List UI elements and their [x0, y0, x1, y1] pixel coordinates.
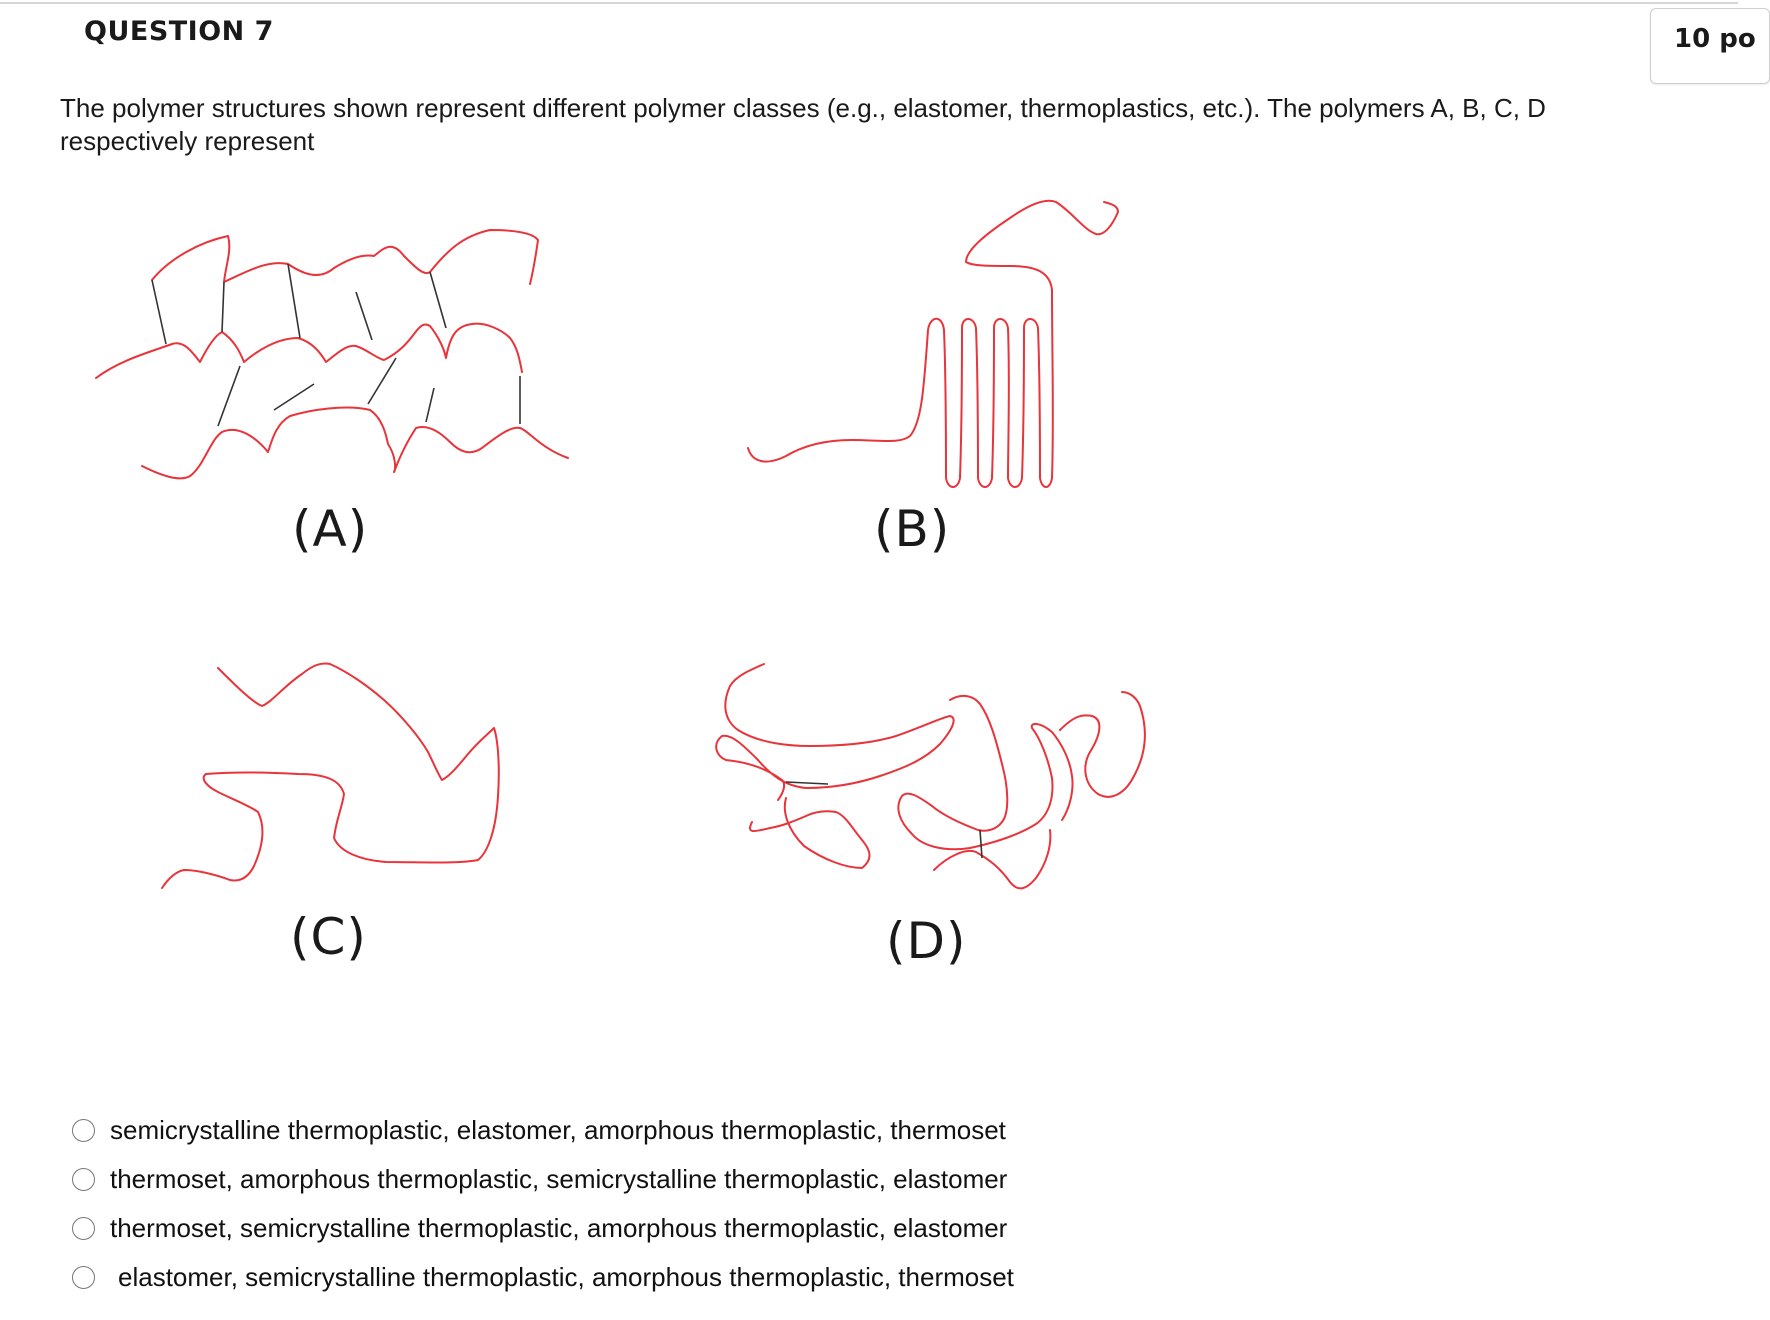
chain-d-1: [716, 664, 953, 800]
crosslink-a-2: [222, 282, 224, 332]
question-prompt: The polymer structures shown represent different polymer classes (e.g., elastomer, thermoplastics, etc.). The polymers A, B, C, D respectively represent: [60, 93, 1546, 156]
chain-a-top: [152, 230, 538, 284]
answer-choice-1[interactable]: [72, 1106, 1014, 1155]
crosslink-a-5: [430, 272, 446, 328]
crosslink-a-1: [152, 280, 166, 344]
radio-unselected-icon[interactable]: [72, 1266, 95, 1289]
chain-d-4: [934, 830, 1050, 888]
chain-a-middle: [96, 324, 522, 378]
chain-d-3: [898, 696, 1072, 849]
chain-a-bottom: [142, 408, 568, 479]
radio-unselected-icon[interactable]: [72, 1217, 95, 1240]
red-chains: [96, 201, 1145, 889]
crosslinks: [152, 264, 982, 858]
crosslink-a-3: [288, 264, 300, 338]
points-value: 10 po: [1674, 24, 1756, 54]
answer-choice-2[interactable]: [72, 1155, 1014, 1204]
chain-d-2: [750, 798, 869, 868]
question-title: QUESTION 7: [84, 16, 274, 47]
crosslink-a-4: [356, 292, 372, 340]
figure-label-b: (B): [874, 500, 951, 558]
answer-choice-4[interactable]: [72, 1253, 1014, 1302]
radio-unselected-icon[interactable]: [72, 1168, 95, 1191]
radio-unselected-icon[interactable]: [72, 1119, 95, 1142]
crosslink-a-8: [368, 358, 396, 404]
chain-b: [748, 201, 1118, 487]
answer-choice-label[interactable]: elastomer, semicrystalline thermoplastic, amorphous thermoplastic, thermoset: [118, 1262, 1014, 1292]
crosslink-d-1: [786, 782, 828, 784]
figure-label-d: (D): [886, 912, 967, 970]
answer-choice-3[interactable]: [72, 1204, 1014, 1253]
answer-choice-label[interactable]: thermoset, semicrystalline thermoplastic, amorphous thermoplastic, elastomer: [110, 1213, 1008, 1243]
figure-label-c: (C): [290, 908, 367, 966]
chain-c-upper: [162, 663, 499, 888]
answer-choices: [72, 1106, 1014, 1302]
figure-label-a: (A): [292, 500, 369, 558]
crosslink-a-6: [218, 366, 240, 426]
crosslink-a-7: [274, 384, 314, 410]
crosslink-a-9: [426, 388, 434, 422]
answer-choice-label[interactable]: thermoset, amorphous thermoplastic, semicrystalline thermoplastic, elastomer: [110, 1164, 1008, 1194]
answer-choice-label[interactable]: semicrystalline thermoplastic, elastomer, amorphous thermoplastic, thermoset: [110, 1115, 1006, 1145]
